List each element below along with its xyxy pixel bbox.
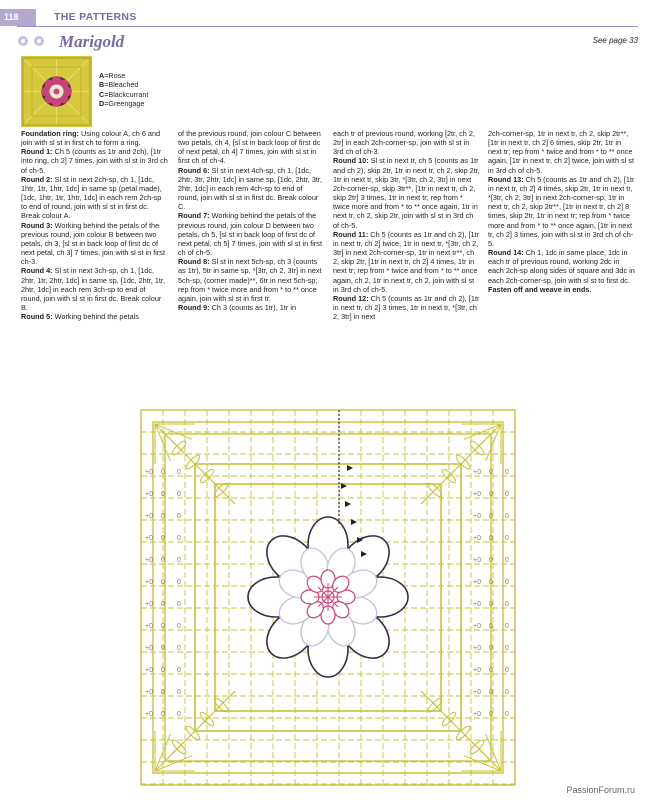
stitch-symbol: 0	[505, 623, 509, 630]
round-label: Round 6:	[178, 165, 210, 175]
stitch-symbol: 0	[161, 689, 165, 696]
flower-dots-icon	[17, 35, 53, 47]
stitch-symbol: 0	[177, 557, 181, 564]
stitch-symbol: 0	[489, 557, 493, 564]
stitch-symbol: 0	[505, 557, 509, 564]
instruction-text: Ch 3 (counts as 1tr), 1tr in	[209, 302, 297, 312]
stitch-symbol: 0	[161, 579, 165, 586]
instruction-text: Fasten off and weave in ends.	[488, 284, 592, 294]
stitch-symbol: +0	[145, 557, 153, 564]
instruction-paragraph	[333, 294, 480, 321]
stitch-symbol: 0	[505, 579, 509, 586]
instruction-text: Sl st in next tr, ch 5 (counts as 1tr and ch 2), skip 2tr, 1tr in next tr, ch 2, skip 2tr, 1tr in next tr, skip 3tr, *[3tr, ch 2, 3tr] in next 2ch-corner-sp, skip 3tr**, [1tr in next tr, ch 2, skip 2tr] 3 times, 1tr in next tr; rep from * twice more and from * to ** once again, 1tr in next tr, ch 2, skip 2tr, join with sl st in 3rd ch of ch-5.	[333, 156, 480, 230]
instruction-paragraph	[178, 211, 325, 257]
pattern-title: Marigold	[59, 32, 125, 51]
stitch-symbol: 0	[177, 667, 181, 674]
stitch-symbol: 0	[505, 491, 509, 498]
instruction-paragraph	[21, 221, 168, 267]
stitch-symbol: 0	[161, 469, 165, 476]
stitch-symbol: 0	[505, 469, 509, 476]
instruction-paragraph	[178, 129, 325, 166]
round-label: Round 2:	[21, 174, 53, 184]
instruction-paragraph	[178, 166, 325, 212]
marigold-swatch-image	[21, 56, 92, 127]
stitch-symbol: +0	[145, 667, 153, 674]
stitch-symbol: +0	[473, 711, 481, 718]
instruction-column-3	[333, 129, 480, 321]
stitch-symbol: 0	[177, 601, 181, 608]
instruction-paragraph	[333, 129, 480, 156]
stitch-symbol: +0	[473, 623, 481, 630]
stitch-symbol: +0	[145, 711, 153, 718]
round-label: Round 9:	[178, 302, 210, 312]
instruction-text: Sl st in next 2ch-sp, ch 1, [1dc, 1htr, 1tr, 1htr, 1dc] in same sp (petal made), [1dc, 1htr, 1tr, 1htr, 1dc] in each rem 2ch-sp to end of round, join with sl st in first dc. Break colour A.	[21, 174, 162, 221]
stitch-symbol: +0	[145, 579, 153, 586]
stitch-symbol: 0	[505, 645, 509, 652]
stitch-symbol: 0	[161, 667, 165, 674]
instruction-paragraph	[488, 129, 635, 175]
stitch-symbol: 0	[489, 623, 493, 630]
stitch-symbol: +0	[145, 623, 153, 630]
see-page-reference: See page 33	[592, 36, 638, 45]
instruction-text: Sl st in next 4ch-sp, ch 1, [1dc, 2htr, 3tr, 2htr, 1dc] in same sp, [1dc, 2htr, 3tr, 2htr, 1dc] in each rem 4ch-sp to end of round, join with sl st in first dc. Break colour C.	[178, 165, 322, 212]
stitch-symbol: +0	[473, 535, 481, 542]
instruction-paragraph	[21, 175, 168, 221]
stitch-symbol: 0	[161, 557, 165, 564]
stitch-symbol: 0	[489, 513, 493, 520]
header-rule	[17, 26, 638, 27]
round-label: Round 7:	[178, 211, 210, 221]
stitch-symbol: +0	[145, 491, 153, 498]
instruction-text: Sl st in next 3ch-sp, ch 1, [1dc, 2htr, 1tr, 2htr, 1dc] in same sp, [1dc, 2htr, 1tr, 2htr, 1dc] in each rem 3ch-sp to end of round, join with sl st in first dc. Break colour B.	[21, 266, 165, 312]
round-label: Round 13:	[488, 174, 524, 184]
stitch-symbol: +0	[145, 689, 153, 696]
corner-fan-stitch	[473, 743, 501, 771]
stitch-symbol: 0	[505, 513, 509, 520]
stitch-symbol: 0	[161, 513, 165, 520]
stitch-symbol: +0	[473, 491, 481, 498]
stitch-symbol: +0	[473, 667, 481, 674]
stitch-symbol: 0	[161, 623, 165, 630]
stitch-symbol: 0	[489, 689, 493, 696]
instruction-column-4	[488, 129, 635, 294]
stitch-symbol: +0	[145, 601, 153, 608]
instruction-text: Sl st in next 5ch-sp, ch 3 (counts as 1tr), 5tr in same sp, *[3tr, ch 2, 3tr] in next 5ch-sp, (corner made)**, 6tr in next 5ch-sp; rep from * twice more and from * to ** once again, join with sl st in first tr.	[178, 257, 322, 303]
stitch-symbol: 0	[177, 535, 181, 542]
stitch-symbol: 0	[161, 711, 165, 718]
instruction-paragraph	[333, 156, 480, 229]
stitch-symbol: 0	[177, 689, 181, 696]
stitch-symbol: +0	[473, 689, 481, 696]
stitch-symbol: 0	[505, 711, 509, 718]
stitch-symbol: 0	[505, 689, 509, 696]
stitch-symbol: 0	[505, 667, 509, 674]
stitch-symbol: 0	[489, 711, 493, 718]
stitch-symbol: 0	[489, 491, 493, 498]
instruction-text: Ch 5 (counts as 1tr and ch 2), [1tr in next tr, ch 2] 4 times, skip 2tr, 1tr in next tr, *[3tr, ch 2, 3tr] in next 2ch-corner-sp, 1tr in next tr, ch 2, skip 2tr**, [1tr in next tr, ch 2] 8 times, skip 2tr, 1tr in next tr; rep from * twice more and from * to ** once again, [1tr in next tr, ch 2] 3 times, join with sl st in 3rd ch of ch-5.	[488, 174, 635, 248]
stitch-symbol: 0	[177, 513, 181, 520]
stitch-symbol: 0	[161, 601, 165, 608]
round-label: Round 4:	[21, 266, 53, 276]
colour-legend	[99, 71, 148, 109]
stitch-symbol: +0	[473, 469, 481, 476]
stitch-symbol: 0	[505, 601, 509, 608]
stitch-symbol: 0	[177, 623, 181, 630]
round-label: Round 5:	[21, 312, 53, 322]
stitch-symbol: 0	[177, 579, 181, 586]
pattern-title-row	[17, 31, 638, 51]
stitch-symbol: +0	[473, 557, 481, 564]
instruction-text: Ch 5 (counts as 1tr and ch 2), [1tr in next tr, ch 2] twice, 1tr in next tr, *[3tr, ch 2, 3tr] in next 2ch-corner-sp, 1tr in next tr**, ch 2, skip 2tr, [1tr in next tr, ch 2] 4 times, 1tr in next tr; rep from * twice and from * to ** once again, ch 2, 1tr in next tr, ch 2, join with sl st in 3rd ch of ch-5.	[333, 229, 480, 294]
stitch-symbol: 0	[489, 601, 493, 608]
stitch-symbol: +0	[473, 601, 481, 608]
stitch-symbol: +0	[145, 535, 153, 542]
round-label: Round 10:	[333, 156, 369, 166]
stitch-symbol: 0	[161, 491, 165, 498]
stitch-symbol: 0	[161, 535, 165, 542]
stitch-symbol: 0	[489, 667, 493, 674]
section-title: THE PATTERNS	[54, 11, 137, 23]
stitch-symbol: +0	[473, 579, 481, 586]
stitch-symbol: 0	[489, 469, 493, 476]
instruction-paragraph	[21, 129, 168, 147]
round-label: Round 14:	[488, 248, 524, 258]
round-label: Foundation ring:	[21, 129, 79, 138]
stitch-symbol: 0	[177, 711, 181, 718]
stitch-symbol: +0	[473, 513, 481, 520]
instruction-paragraph	[21, 147, 168, 174]
stitch-symbol: +0	[145, 645, 153, 652]
start-arrow-marker	[347, 465, 353, 471]
stitch-symbol: 0	[489, 579, 493, 586]
stitch-symbol: +0	[473, 645, 481, 652]
round-label: Round 3:	[21, 220, 53, 230]
round-label: Round 8:	[178, 257, 210, 267]
instruction-text: Working behind the petals	[52, 312, 139, 322]
stitch-symbol: 0	[177, 645, 181, 652]
stitch-symbol: +0	[145, 513, 153, 520]
instruction-text: Working behind the petals of the previous round, join colour B between two petals, ch 3, [sl st in back loop of first dc of next petal, ch 3] 7 times, join with sl st in first ch-3.	[21, 220, 165, 267]
stitch-symbol: 0	[505, 535, 509, 542]
instruction-paragraph	[178, 257, 325, 303]
legend-item: B=Bleached	[99, 80, 139, 90]
corner-fan-stitch	[155, 424, 183, 452]
start-arrow-marker	[345, 501, 351, 507]
stitch-symbol: 0	[177, 469, 181, 476]
instruction-text: Ch 5 (counts as 1tr and 2ch), [1tr into ring, ch 2] 7 times, join with sl st in 3rd ch of ch-5.	[21, 147, 168, 175]
round-label: Round 11:	[333, 229, 369, 239]
instruction-paragraph	[178, 303, 325, 312]
instruction-text: Working behind the petals of the previous round, join colour D between two petals, ch 5, [sl st in back loop of first dc of next petal, ch 5] 7 times, join with sl st in first ch of ch-5.	[178, 211, 322, 258]
corner-fan-stitch	[155, 743, 183, 771]
instruction-column-2	[178, 129, 325, 312]
watermark: PassionForum.ru	[566, 785, 635, 795]
instruction-paragraph	[333, 230, 480, 294]
page-header	[0, 0, 647, 26]
instruction-column-1	[21, 129, 168, 321]
instruction-text: of the previous round, join colour C between two petals, ch 4, [sl st in back loop of first dc of next petal, ch 4] 7 times, join with sl st in first ch of ch-4.	[178, 129, 321, 166]
legend-item: C=Blackcurrant	[99, 89, 149, 99]
instruction-paragraph	[488, 285, 635, 294]
stitch-symbol: 0	[489, 645, 493, 652]
instruction-paragraph	[21, 266, 168, 312]
legend-item: D=Greengage	[99, 99, 145, 109]
round-label: Round 12:	[333, 293, 369, 303]
instruction-paragraph	[488, 248, 635, 285]
instruction-paragraph	[21, 312, 168, 321]
legend-item: A=Rose	[99, 71, 126, 80]
instruction-text: Ch 1, 1dc in same place, 1dc in each tr of previous round, working 2dc in each 2ch-sp along sides of square and 3dc in each 2ch-corner-sp, join with sl st to first dc.	[488, 248, 635, 285]
stitch-symbol: 0	[161, 645, 165, 652]
instruction-text: 2ch-corner-sp, 1tr in next tr, ch 2, skip 2tr**, [1tr in next tr, ch 2] 6 times, skip 2tr, 1tr in next tr; rep from * twice and from * to ** once again, [1tr in next tr, ch 2] twice, join with sl st in 3rd ch of ch-5.	[488, 129, 635, 175]
stitch-symbol: 0	[177, 491, 181, 498]
corner-fan-stitch	[473, 424, 501, 452]
instruction-text: each tr of previous round, working [2tr, ch 2, 2tr] in each 2ch-corner-sp, join with sl st in 3rd ch of ch-3.	[333, 129, 475, 157]
stitch-symbol: +0	[145, 469, 153, 476]
instruction-paragraph	[488, 175, 635, 248]
crochet-chart-diagram	[135, 404, 521, 791]
instruction-text: Ch 5 (counts as 1tr and ch 2), [1tr in next tr, ch 2] 3 times, 1tr in next tr, *[3tr, ch 2, 3tr] in next	[333, 293, 480, 322]
stitch-symbol: 0	[489, 535, 493, 542]
instructions	[21, 129, 638, 374]
page-number: 118	[0, 9, 36, 26]
instruction-text: Using colour A, ch 6 and join with sl st in first ch to form a ring.	[21, 129, 161, 148]
round-label: Round 1:	[21, 147, 53, 157]
